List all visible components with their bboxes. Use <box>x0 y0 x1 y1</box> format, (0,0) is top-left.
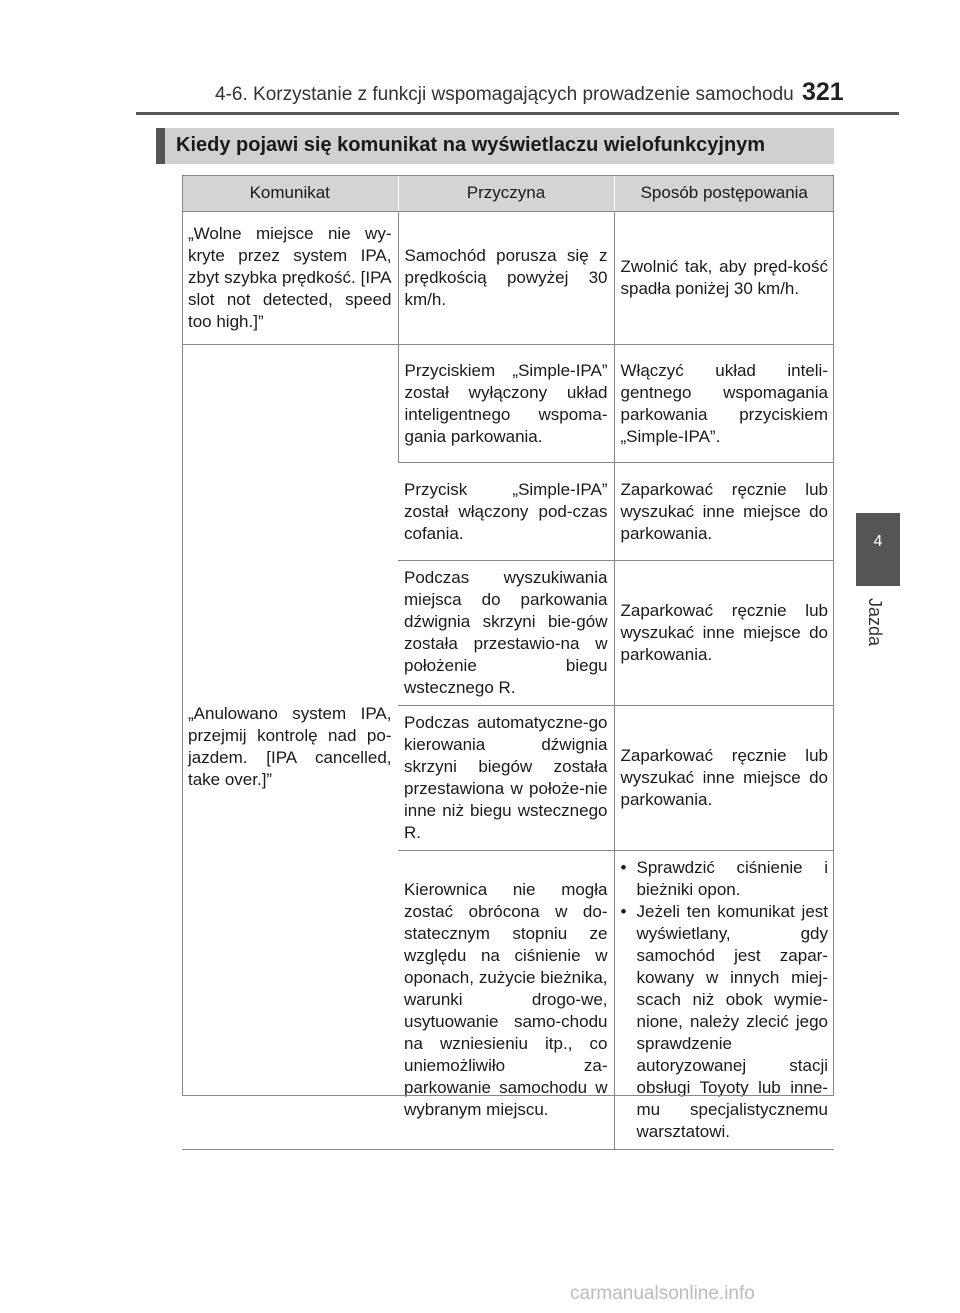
footer-watermark: carmanualsonline.info <box>570 1283 755 1304</box>
section-title: Kiedy pojawi się komunikat na wyświetlaczu wielofunkcyjnym <box>176 134 766 156</box>
cause-cell: Przycisk „Simple-IPA” został włączony pod-czas cofania. <box>398 463 614 561</box>
header-title: 4-6. Korzystanie z funkcji wspomagających prowadzenie samochodu <box>215 84 794 105</box>
action-cell: Zaparkować ręcznie lub wyszukać inne miejsce do parkowania. <box>614 463 834 561</box>
action-bullet-list <box>621 857 829 1143</box>
action-bullet: • Sprawdzić ciśnienie i bieżniki opon. <box>621 857 829 901</box>
cause-cell: Przyciskiem „Simple-IPA” został wyłączony układ inteligentnego wspoma-gania parkowania. <box>398 345 614 463</box>
chapter-label: Jazda <box>865 598 885 647</box>
table-header-row <box>182 175 834 212</box>
action-cell: Zwolnić tak, aby pręd-kość spadła poniżej 30 km/h. <box>614 212 834 345</box>
cause-cell: Kierownica nie mogła zostać obrócona w do-statecznym stopniu ze względu na ciśnienie w oponach, zużycie bieżnika, warunki drogo-we, usytuowanie samo-chodu na wzniesieniu itp., co uniemożliwiło za-parkowanie samochodu w wybranym miejscu. <box>398 851 614 1150</box>
table-row <box>182 212 834 345</box>
column-header-action: Sposób postępowania <box>614 175 834 212</box>
cause-cell: Podczas wyszukiwania miejsca do parkowania dźwignia skrzyni bie-gów została przestawio-na w położenie biegu wstecznego R. <box>398 561 614 706</box>
action-cell: Włączyć układ inteli-gentnego wspomagania parkowania przyciskiem „Simple-IPA”. <box>614 345 834 463</box>
message-table <box>182 175 834 1150</box>
chapter-tab[interactable]: 4 <box>856 513 900 586</box>
action-cell: Zaparkować ręcznie lub wyszukać inne miejsce do parkowania. <box>614 561 834 706</box>
message-cell: „Anulowano system IPA, przejmij kontrolę nad po-jazdem. [IPA cancelled, take over.]” <box>182 345 398 1150</box>
cause-cell: Samochód porusza się z prędkością powyżej 30 km/h. <box>398 212 614 345</box>
action-cell: Zaparkować ręcznie lub wyszukać inne miejsce do parkowania. <box>614 706 834 851</box>
column-header-cause: Przyczyna <box>398 175 614 212</box>
header-rule <box>136 112 899 115</box>
message-cell: „Wolne miejsce nie wy-kryte przez system IPA, zbyt szybka prędkość. [IPA slot not detected, speed too high.]” <box>182 212 398 345</box>
column-header-message: Komunikat <box>182 175 398 212</box>
action-cell <box>614 851 834 1150</box>
section-accent <box>156 128 165 164</box>
section-header <box>156 128 834 164</box>
action-bullet: • Jeżeli ten komunikat jest wyświetlany, gdy samochód jest zapar-kowany w innych miej-scach niż obok wymie-nione, należy zlecić jego sprawdzenie autoryzowanej stacji obsługi Toyoty lub inne-mu specjalistycznemu warsztatowi. <box>621 901 829 1143</box>
page-number: 321 <box>802 78 844 106</box>
table-row <box>182 345 834 463</box>
cause-cell: Podczas automatyczne-go kierowania dźwignia skrzyni biegów została przestawiona w położe-nie inne niż biegu wstecznego R. <box>398 706 614 851</box>
